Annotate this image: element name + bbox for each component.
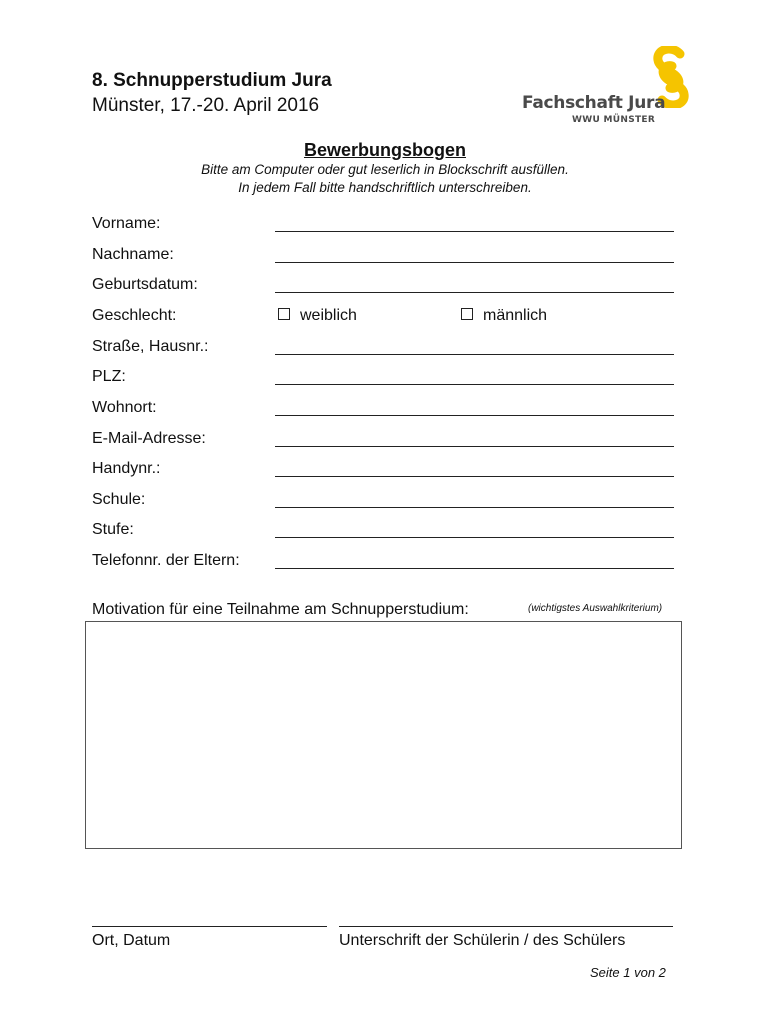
input-line-plz[interactable] [275,384,674,385]
input-line-strasse[interactable] [275,354,674,355]
input-line-handynr[interactable] [275,476,674,477]
label-email: E-Mail-Adresse: [92,430,206,447]
input-line-schule[interactable] [275,507,674,508]
label-geburtsdatum: Geburtsdatum: [92,276,198,293]
motivation-note: (wichtigstes Auswahlkriterium) [528,603,663,614]
input-line-vorname[interactable] [275,231,674,232]
label-vorname: Vorname: [92,215,161,232]
label-strasse: Straße, Hausnr.: [92,338,209,355]
input-line-nachname[interactable] [275,262,674,263]
option-weiblich-label: weiblich [300,307,357,324]
input-line-wohnort[interactable] [275,415,674,416]
input-line-telefon-eltern[interactable] [275,568,674,569]
form-heading: Bewerbungsbogen [303,140,466,160]
label-handynr: Handynr.: [92,460,161,477]
checkbox-icon[interactable] [461,308,473,320]
instruction-line-1: Bitte am Computer oder gut leserlich in Blockschrift ausfüllen. [201,162,569,177]
checkbox-icon[interactable] [278,308,290,320]
place-date-line[interactable] [92,926,327,927]
option-maennlich[interactable] [461,307,547,325]
instruction-line-2: In jedem Fall bitte handschriftlich unterschreiben. [238,180,532,195]
label-schule: Schule: [92,491,146,508]
form-title: 8. Schnupperstudium Jura [92,70,332,91]
motivation-label: Motivation für eine Teilnahme am Schnupperstudium: [92,601,469,618]
logo-subtitle: WWU MÜNSTER [572,115,656,125]
page-number: Seite 1 von 2 [590,965,666,980]
label-nachname: Nachname: [92,246,174,263]
label-plz: PLZ: [92,368,126,385]
label-telefon-eltern: Telefonnr. der Eltern: [92,552,240,569]
signature-line[interactable] [339,926,673,927]
input-line-email[interactable] [275,446,674,447]
motivation-textarea[interactable] [85,621,682,849]
option-maennlich-label: männlich [483,307,548,324]
logo-name: Fachschaft Jura [522,93,666,113]
label-wohnort: Wohnort: [92,399,157,416]
place-date-label: Ort, Datum [92,932,171,949]
label-geschlecht: Geschlecht: [92,307,177,324]
form-subtitle: Münster, 17.-20. April 2016 [92,95,320,116]
input-line-geburtsdatum[interactable] [275,292,674,293]
option-weiblich[interactable] [278,307,357,325]
signature-label: Unterschrift der Schülerin / des Schülers [339,932,626,949]
label-stufe: Stufe: [92,521,134,538]
input-line-stufe[interactable] [275,537,674,538]
